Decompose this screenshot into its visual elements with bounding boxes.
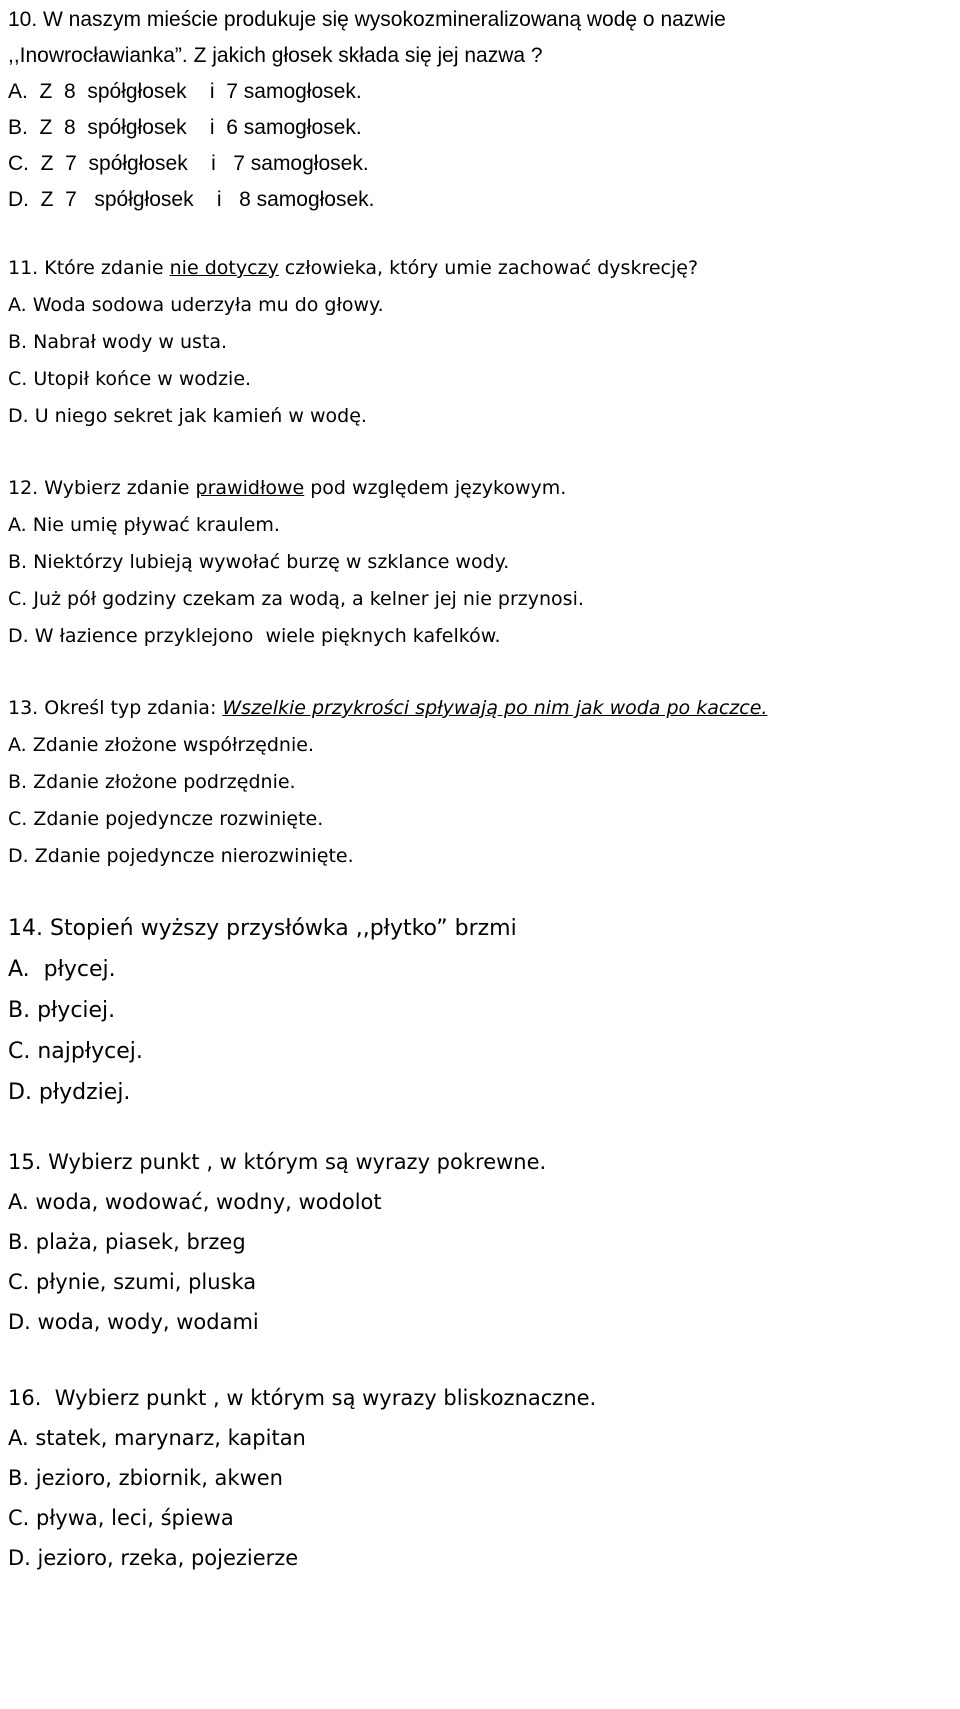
question-16-text: 16. Wybierz punkt , w którym są wyrazy bliskoznaczne.: [8, 1386, 597, 1410]
question-13-option-b: B. Zdanie złożone podrzędnie.: [8, 771, 296, 793]
question-12-underlined: prawidłowe: [195, 477, 305, 499]
question-13: [8, 690, 952, 875]
question-11-prefix: 11. Które zdanie: [8, 257, 170, 279]
question-15-text: 15. Wybierz punkt , w którym są wyrazy pokrewne.: [8, 1150, 547, 1174]
question-14-option-c: C. najpłycej.: [8, 1039, 143, 1064]
question-10-option-d: D. Z 7 spółgłosek i 8 samogłosek.: [8, 188, 375, 211]
question-16-option-d: D. jezioro, rzeka, pojezierze: [8, 1546, 299, 1570]
question-11-option-d: D. U niego sekret jak kamień w wodę.: [8, 405, 367, 427]
question-12-option-b: B. Niektórzy lubieją wywołać burzę w szklance wody.: [8, 551, 510, 573]
question-15-option-a: A. woda, wodować, wodny, wodolot: [8, 1190, 382, 1214]
question-12-option-d: D. W łazience przyklejono wiele pięknych kafelków.: [8, 625, 501, 647]
question-16-option-a: A. statek, marynarz, kapitan: [8, 1426, 306, 1450]
question-10-option-c: C. Z 7 spółgłosek i 7 samogłosek.: [8, 152, 369, 175]
question-12-option-c: C. Już pół godziny czekam za wodą, a kelner jej nie przynosi.: [8, 588, 584, 610]
question-12: [8, 470, 952, 655]
question-11: [8, 250, 952, 435]
question-11-option-a: A. Woda sodowa uderzyła mu do głowy.: [8, 294, 384, 316]
question-14: [8, 908, 952, 1113]
question-10-option-a: A. Z 8 spółgłosek i 7 samogłosek.: [8, 80, 362, 103]
question-13-prefix: 13. Określ typ zdania:: [8, 697, 223, 719]
question-16: [8, 1378, 952, 1578]
question-11-option-b: B. Nabrał wody w usta.: [8, 331, 228, 353]
question-11-underlined: nie dotyczy: [169, 257, 279, 279]
question-13-option-c: C. Zdanie pojedyncze rozwinięte.: [8, 808, 324, 830]
question-10-text-line-1: 10. W naszym mieście produkuje się wysokozmineralizowaną wodę o nazwie: [8, 8, 726, 31]
question-12-option-a: A. Nie umię pływać kraulem.: [8, 514, 280, 536]
question-11-text: [8, 250, 952, 287]
question-14-text: 14. Stopień wyższy przysłówka ,,płytko” brzmi: [8, 916, 517, 941]
question-15-option-c: C. płynie, szumi, pluska: [8, 1270, 257, 1294]
question-13-option-d: D. Zdanie pojedyncze nierozwinięte.: [8, 845, 354, 867]
question-13-text: [8, 690, 952, 727]
question-12-suffix: pod względem językowym.: [304, 477, 567, 499]
question-10: [8, 2, 952, 218]
question-15-option-d: D. woda, wody, wodami: [8, 1310, 259, 1334]
question-13-sentence: Wszelkie przykrości spływają po nim jak woda po kaczce.: [222, 697, 768, 719]
question-14-option-a: A. płycej.: [8, 957, 116, 982]
question-11-suffix: człowieka, który umie zachować dyskrecję?: [278, 257, 699, 279]
question-10-option-b: B. Z 8 spółgłosek i 6 samogłosek.: [8, 116, 362, 139]
question-15-option-b: B. plaża, piasek, brzeg: [8, 1230, 246, 1254]
question-11-option-c: C. Utopił końce w wodzie.: [8, 368, 252, 390]
question-14-option-b: B. płyciej.: [8, 998, 116, 1023]
question-16-option-b: B. jezioro, zbiornik, akwen: [8, 1466, 283, 1490]
question-14-option-d: D. płydziej.: [8, 1080, 131, 1105]
question-10-text-line-2: ,,Inowrocławianka”. Z jakich głosek składa się jej nazwa ?: [8, 44, 543, 67]
question-12-text: [8, 470, 952, 507]
question-16-option-c: C. pływa, leci, śpiewa: [8, 1506, 234, 1530]
question-13-option-a: A. Zdanie złożone współrzędnie.: [8, 734, 314, 756]
question-12-prefix: 12. Wybierz zdanie: [8, 477, 196, 499]
question-15: [8, 1142, 952, 1342]
